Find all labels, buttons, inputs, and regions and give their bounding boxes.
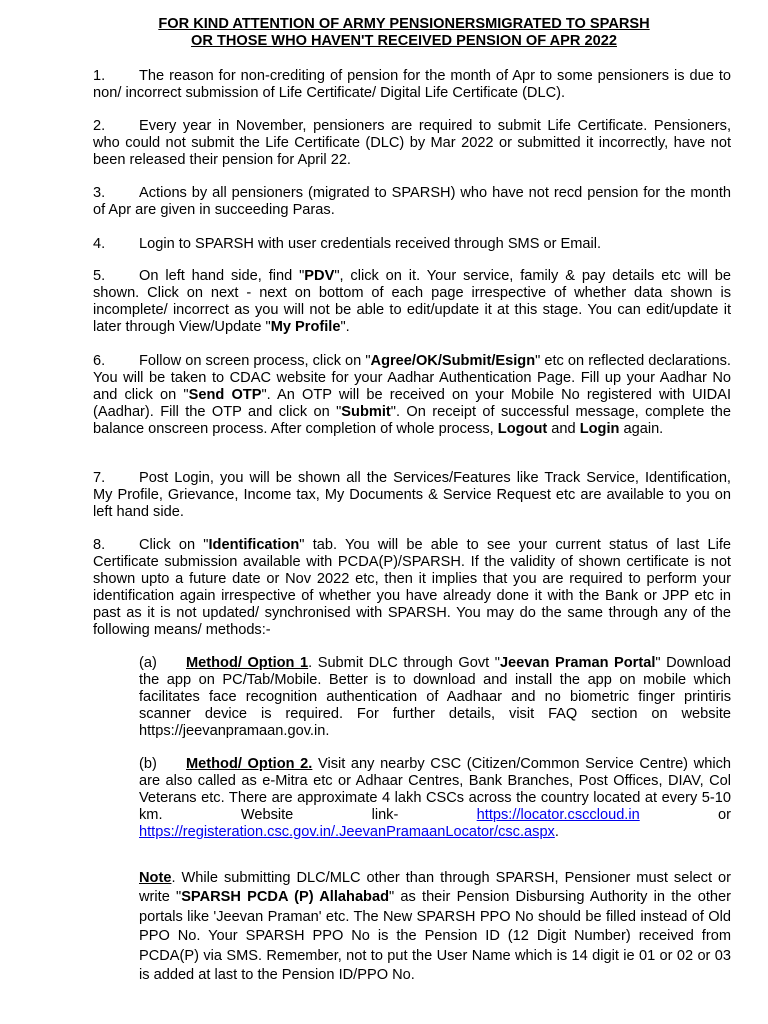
note-text: . While submitting DLC/MLC other than through SPARSH, Pensioner must select or write "	[139, 870, 731, 906]
paragraph-number: 4.	[93, 236, 106, 252]
pdv-label: PDV	[304, 268, 335, 284]
paragraph-text: Click on "	[139, 537, 209, 553]
note-paragraph	[139, 869, 731, 985]
paragraph-number: 8.	[93, 537, 106, 553]
method-text: or	[639, 806, 732, 823]
paragraph-5	[93, 268, 731, 336]
paragraph-text: Post Login, you will be shown all the Services/Features like Track Service, Identification, My Profile, Grievance, Income tax, My Documents & Service Request etc are available to you on left hand side.	[93, 470, 731, 520]
paragraph-text: " tab. You will be able to see your current status of last Life Certificate submission available with PCDA(P)/SPARSH. If the validity of shown certificate is not shown upto a future date or Nov 2022 etc, then it implies that you are required to perform your identification again irrespective of whether you have already done it with the Bank or JPP etc in past as it is not updated/ synchronised with SPARSH. You may do the same through any of the following means/ methods:-	[93, 537, 732, 638]
note-heading: Note	[139, 870, 172, 886]
my-profile-label: My Profile	[270, 318, 341, 335]
paragraph-number: 2.	[93, 118, 106, 134]
paragraph-number: 5.	[93, 268, 106, 284]
jeevan-praman-portal-label: Jeevan Praman Portal	[499, 655, 656, 671]
paragraph-text: " etc on reflected declarations. You will be taken to CDAC website for your Aadhar Authentication Page. Fill up your Aadhar No and click on "	[93, 353, 731, 403]
paragraph-8	[93, 537, 731, 638]
method-option-1	[139, 655, 731, 740]
paragraph-text: and	[547, 420, 580, 437]
paragraph-text: ", click on it. Your service, family & pay details etc will be shown. Click on next - next on bottom of each page irrespective of whether data shown is incomplete/ incorrect as you will not be able to edit/update it at this stage. You can edit/update it later through View/Update "	[93, 268, 731, 335]
login-label: Login	[579, 420, 620, 437]
logout-label: Logout	[497, 420, 548, 437]
submit-label: Submit	[341, 403, 391, 420]
paragraph-number: 3.	[93, 185, 106, 201]
send-otp-label: Send OTP	[188, 386, 262, 403]
paragraph-text: ".	[340, 318, 350, 335]
method-heading: Method/ Option 1	[186, 655, 309, 671]
paragraph-text: Follow on screen process, click on "	[139, 353, 371, 369]
sparsh-pcda-label: SPARSH PCDA (P) Allahabad	[181, 889, 390, 906]
method-heading: Method/ Option 2.	[186, 756, 313, 772]
paragraph-6	[93, 353, 731, 438]
paragraph-text: Every year in November, pensioners are required to submit Life Certificate. Pensioners, who could not submit the Life Certificate (DLC) by Mar 2022 or submitted it incorrectly, have not been released their pension for April 22.	[93, 118, 731, 168]
method-label: (b)	[139, 756, 157, 772]
method-text: .	[554, 823, 559, 840]
paragraph-text: again.	[619, 420, 664, 437]
paragraph-7	[93, 470, 731, 521]
paragraph-4	[93, 236, 731, 253]
method-text: . Submit DLC through Govt "	[308, 655, 500, 671]
agree-ok-submit-esign-label: Agree/OK/Submit/Esign	[370, 353, 536, 369]
paragraph-text: ". An OTP will be received on your Mobile No registered with UIDAI (Aadhar). Fill the OTP and click on "	[93, 386, 732, 420]
method-label: (a)	[139, 655, 157, 671]
title-line-2: OR THOSE WHO HAVEN'T RECEIVED PENSION OF APR 2022	[191, 33, 617, 49]
method-option-2	[139, 756, 731, 841]
method-text: " Download the app on PC/Tab/Mobile. Better is to download and install the app on mobile which facilitates face recognition authentication of Aadhaar and no biometric finger printiris scanner device is required. For further details, visit FAQ section on website https://jeevanpramaan.gov.in.	[139, 655, 731, 739]
csc-locator-link[interactable]: https://locator.csccloud.in	[476, 806, 640, 823]
document-title	[0, 16, 768, 50]
csc-registration-link[interactable]: https://registeration.csc.gov.in/.JeevanPramaanLocator/csc.aspx	[139, 823, 555, 840]
paragraph-1	[93, 68, 731, 102]
title-line-1: FOR KIND ATTENTION OF ARMY PENSIONERSMIGRATED TO SPARSH	[158, 16, 650, 32]
note-text: " as their Pension Disbursing Authority in the other portals like 'Jeevan Praman' etc. The New SPARSH PPO No should be filled instead of Old PPO No. Your SPARSH PPO No is the Pension ID (12 Digit Number) received from PCDA(P) via SMS. Remember, not to put the User Name which is 14 digit ie 01 or 02 or 03 is added at last to the Pension ID/PPO No.	[139, 889, 731, 984]
paragraph-number: 6.	[93, 353, 106, 369]
paragraph-text: ". On receipt of successful message, complete the balance onscreen process. After completion of whole process,	[93, 403, 731, 437]
paragraph-2	[93, 118, 731, 169]
paragraph-number: 7.	[93, 470, 106, 486]
paragraph-text: Login to SPARSH with user credentials received through SMS or Email.	[139, 236, 602, 252]
paragraph-3	[93, 185, 731, 219]
identification-label: Identification	[208, 537, 300, 553]
paragraph-text: On left hand side, find "	[139, 268, 305, 284]
paragraph-text: Actions by all pensioners (migrated to SPARSH) who have not recd pension for the month of Apr are given in succeeding Paras.	[93, 185, 731, 218]
method-text: Visit any nearby CSC (Citizen/Common Service Centre) which are also called as e-Mitra etc or Adhaar Centres, Bank Branches, Post Offices, DIAV, Col Veterans etc. There are approximate 4 lakh CSCs across the country located at every 5-10 km. Website link-	[139, 756, 731, 823]
paragraph-number: 1.	[93, 68, 106, 84]
paragraph-text: The reason for non-crediting of pension for the month of Apr to some pensioners is due to non/ incorrect submission of Life Certificate/ Digital Life Certificate (DLC).	[93, 68, 731, 101]
